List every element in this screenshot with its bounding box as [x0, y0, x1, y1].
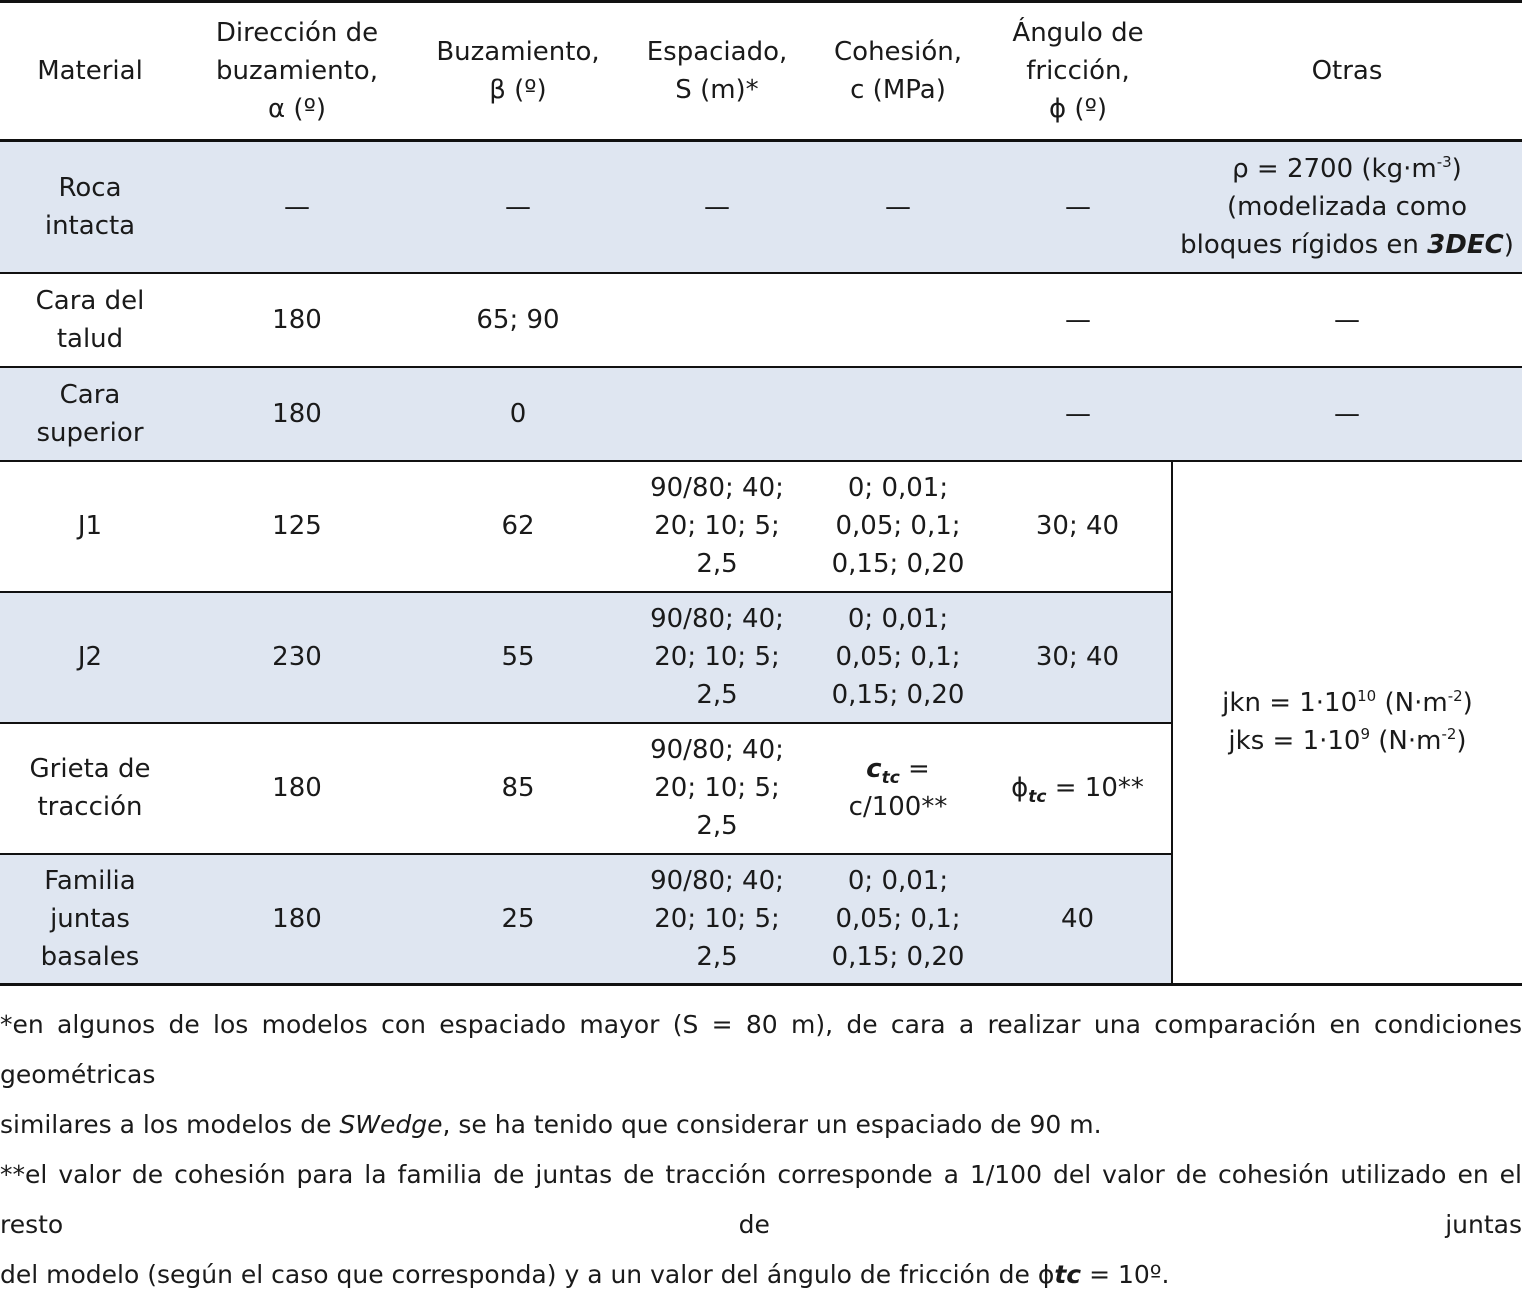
- cell-angulo: —: [984, 367, 1172, 461]
- table-row: [0, 367, 1522, 461]
- header-espaciado: Espaciado, S (m)*: [622, 2, 812, 141]
- header-cohesion: Cohesión, c (MPa): [812, 2, 984, 141]
- cell-direccion: 180: [180, 367, 414, 461]
- cell-espaciado: 90/80; 40; 20; 10; 5; 2,5: [650, 473, 784, 579]
- table-row: [0, 141, 1522, 273]
- cell-material: Roca intacta: [0, 141, 180, 273]
- cell-material: Grieta de tracción: [29, 754, 151, 822]
- cell-material: Cara del talud: [35, 285, 145, 354]
- footnote-2-line-2: del modelo (según el caso que corresponda) y a un valor del ángulo de fricción de ϕtc = 10º.: [0, 1260, 1170, 1289]
- table-header: [0, 2, 1522, 141]
- cell-angulo: 30; 40: [984, 592, 1172, 723]
- cell-cohesion: 0; 0,01; 0,05; 0,1; 0,15; 0,20: [812, 592, 984, 723]
- cell-otras-stiffness: jkn = $1\cdot 10^{10}$ $(N\cdot m^{-2})$ jks = $1\cdot 10^9$ $(N\cdot m^{-2})$: [1172, 461, 1522, 985]
- cell-buzamiento: 85: [501, 773, 535, 803]
- cell-espaciado: 90/80; 40; 20; 10; 5; 2,5: [650, 735, 784, 841]
- footnote-2-line-1: **el valor de cohesión para la familia de juntas de tracción corresponde a 1/100 del valor de cohesión utilizado en el resto de juntas: [0, 1160, 1522, 1239]
- cell-buzamiento: 25: [414, 854, 622, 985]
- header-buzamiento: Buzamiento, β (º): [414, 2, 622, 141]
- cell-otras: ρ = 2700 $(kg\cdot m^{-3})$ (modelizada como bloques rígidos en 3DEC): [1172, 141, 1522, 273]
- cell-buzamiento: 0: [414, 367, 622, 461]
- header-angulo: Ángulo de fricción, ϕ (º): [984, 2, 1172, 141]
- cell-cohesion: 0; 0,01; 0,05; 0,1; 0,15; 0,20: [831, 473, 965, 579]
- cell-espaciado: —: [622, 141, 812, 273]
- table-row: [0, 273, 1522, 367]
- table-row: [0, 461, 1522, 592]
- cell-angulo: $\phi_{tc} = 10**$: [1011, 773, 1144, 807]
- cell-espaciado: [622, 367, 812, 461]
- footnote-1-line-2: similares a los modelos de SWedge, se ha tenido que considerar un espaciado de 90 m.: [0, 1110, 1102, 1139]
- cell-angulo: 30; 40: [1035, 511, 1120, 541]
- cell-angulo: —: [984, 141, 1172, 273]
- cell-direccion: 180: [180, 854, 414, 985]
- cell-espaciado: 90/80; 40; 20; 10; 5; 2,5: [622, 854, 812, 985]
- header-direccion: Dirección de buzamiento, α (º): [180, 2, 414, 141]
- cell-espaciado: 90/80; 40; 20; 10; 5; 2,5: [622, 592, 812, 723]
- cell-cohesion: [812, 273, 984, 367]
- cell-direccion: 180: [272, 304, 322, 335]
- cell-cohesion: 0; 0,01; 0,05; 0,1; 0,15; 0,20: [812, 854, 984, 985]
- footnote-1-line-1: *en algunos de los modelos con espaciado mayor (S = 80 m), de cara a realizar una comparación en condiciones geométricas: [0, 1010, 1522, 1089]
- cell-angulo: 40: [984, 854, 1172, 985]
- cell-direccion: 230: [180, 592, 414, 723]
- cell-buzamiento: 65; 90: [476, 304, 560, 335]
- cell-material: J2: [0, 592, 180, 723]
- cell-cohesion: $c_{tc}$ = c/100**: [848, 754, 948, 822]
- header-otras: Otras: [1172, 2, 1522, 141]
- cell-espaciado: [622, 273, 812, 367]
- cell-angulo: —: [1065, 304, 1091, 335]
- cell-direccion: —: [180, 141, 414, 273]
- cell-buzamiento: 55: [414, 592, 622, 723]
- cell-otras: —: [1172, 367, 1522, 461]
- cell-direccion: 180: [272, 773, 322, 803]
- cell-material: Cara superior: [0, 367, 180, 461]
- cell-cohesion: [812, 367, 984, 461]
- cell-otras: —: [1334, 304, 1360, 335]
- cell-cohesion: —: [812, 141, 984, 273]
- cell-material: Familia juntas basales: [0, 854, 180, 985]
- cell-direccion: 125: [272, 511, 322, 541]
- table-footnotes: [0, 1000, 1522, 1300]
- header-material: Material: [0, 2, 180, 141]
- cell-buzamiento: 62: [501, 511, 535, 541]
- cell-buzamiento: —: [414, 141, 622, 273]
- cell-material: J1: [77, 511, 103, 541]
